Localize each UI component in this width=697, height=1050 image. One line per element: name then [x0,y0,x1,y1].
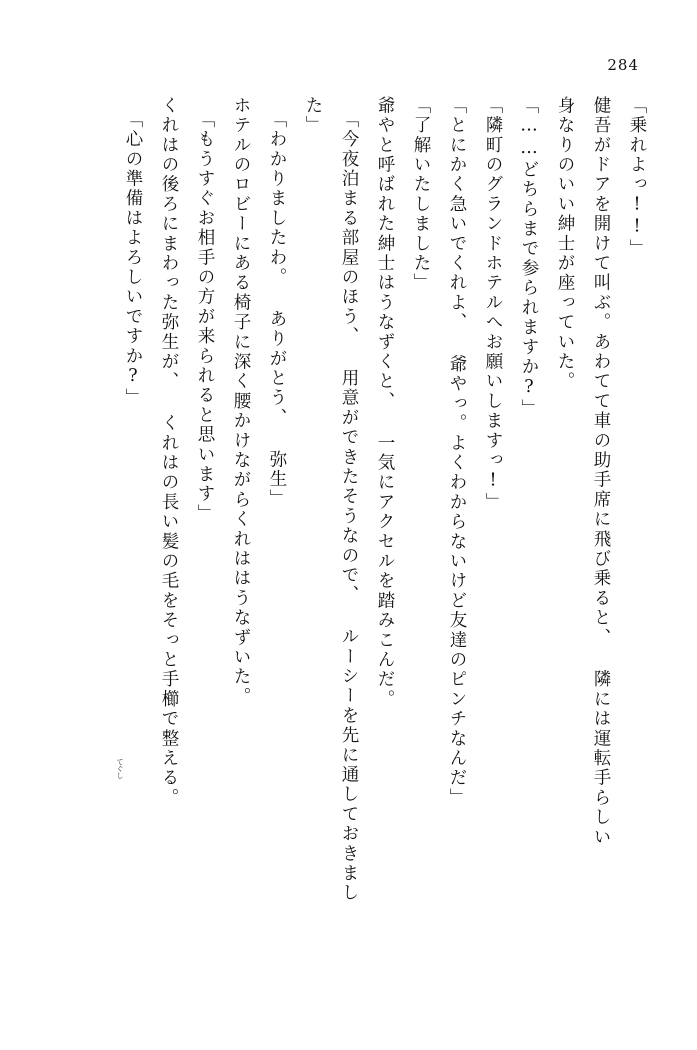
text-line: 健吾がドアを開けて叫ぶ。あわてて車の助手席に飛び乗ると、 隣には運転手らしい [591,96,611,848]
text-line: 「今夜泊まる部屋のほう、 用意ができたそうなので、 ルーシーを先に通しておきまし [339,110,359,903]
text-line: ホテルのロビーにある椅子に深く腰かけながらくれははうなずいた。 [231,96,251,707]
text-line: 爺やと呼ばれた紳士はうなずくと、 一気にアクセルを踏みこんだ。 [375,96,395,710]
vertical-body-text [52,96,645,990]
ruby-annotation: てぐし [116,758,124,779]
text-line: た」 [303,96,323,136]
text-line: 「……どちらまで参られますか?」 [519,96,539,419]
text-line: 「隣町のグランドホテルへお願いしますっ!」 [483,96,503,513]
text-line: くれはの後ろにまわった弥生が、 くれはの長い髪の毛をそっと手櫛で整える。 [159,96,179,808]
text-line: 身なりのいい紳士が座っていた。 [555,96,575,392]
page-number: 284 [607,56,639,74]
text-line: 「了解いたしました」 [411,96,431,293]
text-line: 「乗れよっ!!」 [627,96,647,259]
text-line: 「もうすぐお相手の方が来られると思います」 [195,110,215,524]
text-line: 「とにかく急いでくれよ、 爺やっ。よくわからないけど友達のピンチなんだ」 [447,96,467,808]
text-line: 「心の準備はよろしいですか?」 [123,110,143,408]
text-line: 「わかりましたわ。 ありがとう、 弥生」 [267,110,287,509]
